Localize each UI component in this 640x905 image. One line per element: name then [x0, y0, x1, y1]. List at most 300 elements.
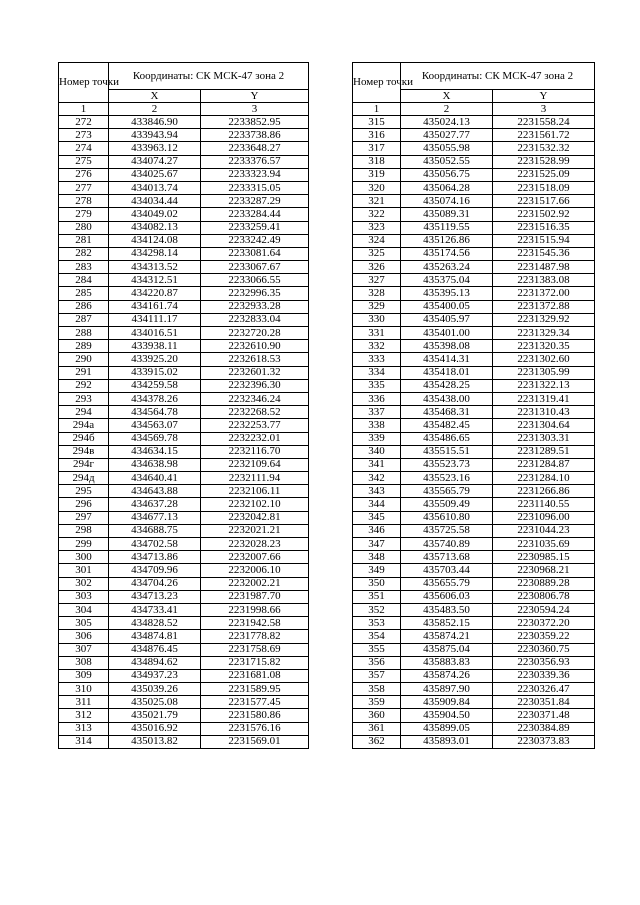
column-index-2: 2: [401, 103, 493, 116]
y-coordinate-cell: 2230371.48: [493, 709, 595, 722]
table-row: [353, 696, 595, 709]
x-coordinate-cell: 434378.26: [109, 392, 201, 405]
table-row: [59, 498, 309, 511]
point-number-cell: 296: [59, 498, 109, 511]
table-row: [59, 274, 309, 287]
point-number-cell: 283: [59, 261, 109, 274]
y-coordinate-cell: 2232833.04: [201, 313, 309, 326]
y-coordinate-cell: 2230985.15: [493, 551, 595, 564]
point-number-cell: 354: [353, 630, 401, 643]
x-coordinate-cell: 435428.25: [401, 379, 493, 392]
table-row: [353, 313, 595, 326]
table-row: [59, 683, 309, 696]
x-coordinate-cell: 435401.00: [401, 327, 493, 340]
point-number-cell: 322: [353, 208, 401, 221]
x-coordinate-cell: 435400.05: [401, 300, 493, 313]
table-row: [59, 590, 309, 603]
table-row: [59, 129, 309, 142]
y-coordinate-cell: 2231942.58: [201, 617, 309, 630]
table-row: [59, 656, 309, 669]
point-number-cell: 333: [353, 353, 401, 366]
y-coordinate-cell: 2232720.28: [201, 327, 309, 340]
y-coordinate-cell: 2230968.21: [493, 564, 595, 577]
x-coordinate-cell: 435899.05: [401, 722, 493, 735]
column-index-3: 3: [493, 103, 595, 116]
x-coordinate-cell: 435909.84: [401, 696, 493, 709]
x-coordinate-cell: 435897.90: [401, 683, 493, 696]
point-number-cell: 297: [59, 511, 109, 524]
table-row: [353, 142, 595, 155]
point-number-cell: 294в: [59, 445, 109, 458]
point-number-cell: 278: [59, 195, 109, 208]
x-coordinate-cell: 435509.49: [401, 498, 493, 511]
point-number-cell: 358: [353, 683, 401, 696]
table-row: [353, 485, 595, 498]
point-number-header: Номер точки: [59, 63, 109, 103]
point-number-cell: 337: [353, 406, 401, 419]
table-row: [59, 630, 309, 643]
point-number-cell: 277: [59, 181, 109, 194]
y-coordinate-cell: 2231310.43: [493, 406, 595, 419]
y-coordinate-cell: 2231561.72: [493, 129, 595, 142]
point-number-cell: 359: [353, 696, 401, 709]
point-number-cell: 275: [59, 155, 109, 168]
point-number-cell: 295: [59, 485, 109, 498]
coordinates-header: Координаты: СК МСК-47 зона 2: [109, 63, 309, 90]
point-number-cell: 287: [59, 313, 109, 326]
table-row: [59, 300, 309, 313]
x-coordinate-cell: 434638.98: [109, 458, 201, 471]
table-row: [59, 234, 309, 247]
y-coordinate-cell: 2233648.27: [201, 142, 309, 155]
x-coordinate-cell: 435126.86: [401, 234, 493, 247]
x-coordinate-cell: 435025.08: [109, 696, 201, 709]
x-coordinate-cell: 434876.45: [109, 643, 201, 656]
x-coordinate-cell: 435893.01: [401, 735, 493, 748]
y-coordinate-cell: 2230594.24: [493, 603, 595, 616]
table-row: [59, 366, 309, 379]
x-coordinate-cell: 435119.55: [401, 221, 493, 234]
x-coordinate-cell: 433925.20: [109, 353, 201, 366]
point-number-cell: 304: [59, 603, 109, 616]
point-number-cell: 327: [353, 274, 401, 287]
y-coordinate-cell: 2231528.99: [493, 155, 595, 168]
table-row: [59, 722, 309, 735]
table-row: [353, 181, 595, 194]
y-coordinate-cell: 2231096.00: [493, 511, 595, 524]
point-number-cell: 353: [353, 617, 401, 630]
x-coordinate-cell: 434298.14: [109, 247, 201, 260]
point-number-cell: 282: [59, 247, 109, 260]
point-number-cell: 341: [353, 458, 401, 471]
y-coordinate-cell: 2232396.30: [201, 379, 309, 392]
table-row: [353, 445, 595, 458]
x-coordinate-cell: 434124.08: [109, 234, 201, 247]
point-number-cell: 346: [353, 524, 401, 537]
y-coordinate-cell: 2232109.64: [201, 458, 309, 471]
point-number-cell: 321: [353, 195, 401, 208]
y-coordinate-cell: 2230372.20: [493, 617, 595, 630]
x-coordinate-cell: 434016.51: [109, 327, 201, 340]
x-coordinate-cell: 433943.94: [109, 129, 201, 142]
y-coordinate-cell: 2231515.94: [493, 234, 595, 247]
table-row: [59, 617, 309, 630]
point-number-cell: 342: [353, 472, 401, 485]
y-coordinate-cell: 2231577.45: [201, 696, 309, 709]
table-row: [353, 590, 595, 603]
table-row: [59, 247, 309, 260]
point-number-cell: 294д: [59, 472, 109, 485]
point-number-cell: 273: [59, 129, 109, 142]
point-number-cell: 340: [353, 445, 401, 458]
point-number-cell: 289: [59, 340, 109, 353]
point-number-cell: 292: [59, 379, 109, 392]
point-number-cell: 362: [353, 735, 401, 748]
table-row: [353, 538, 595, 551]
x-coordinate-cell: 434569.78: [109, 432, 201, 445]
x-coordinate-cell: 435703.44: [401, 564, 493, 577]
x-coordinate-cell: 434259.58: [109, 379, 201, 392]
x-coordinate-cell: 434082.13: [109, 221, 201, 234]
table-row: [59, 551, 309, 564]
table-row: [59, 735, 309, 748]
table-row: [353, 472, 595, 485]
point-number-cell: 285: [59, 287, 109, 300]
table-row: [59, 458, 309, 471]
x-coordinate-cell: 435655.79: [401, 577, 493, 590]
x-coordinate-cell: 435482.45: [401, 419, 493, 432]
point-number-cell: 313: [59, 722, 109, 735]
x-coordinate-cell: 435565.79: [401, 485, 493, 498]
x-coordinate-cell: 434702.58: [109, 538, 201, 551]
point-number-cell: 299: [59, 538, 109, 551]
point-number-cell: 350: [353, 577, 401, 590]
y-coordinate-cell: 2230359.22: [493, 630, 595, 643]
x-coordinate-cell: 435398.08: [401, 340, 493, 353]
y-coordinate-cell: 2233852.95: [201, 116, 309, 129]
x-coordinate-cell: 434049.02: [109, 208, 201, 221]
x-coordinate-cell: 435027.77: [401, 129, 493, 142]
x-coordinate-cell: 435375.04: [401, 274, 493, 287]
x-coordinate-cell: 435016.92: [109, 722, 201, 735]
x-coordinate-cell: 435024.13: [401, 116, 493, 129]
table-row: [353, 274, 595, 287]
x-coordinate-cell: 434034.44: [109, 195, 201, 208]
point-number-cell: 300: [59, 551, 109, 564]
point-number-cell: 279: [59, 208, 109, 221]
y-coordinate-cell: 2230360.75: [493, 643, 595, 656]
y-coordinate-cell: 2231487.98: [493, 261, 595, 274]
table-row: [353, 287, 595, 300]
point-number-cell: 288: [59, 327, 109, 340]
point-number-cell: 294: [59, 406, 109, 419]
y-coordinate-cell: 2230356.93: [493, 656, 595, 669]
point-number-cell: 290: [59, 353, 109, 366]
point-number-header: Номер точки: [353, 63, 401, 103]
x-coordinate-cell: 433938.11: [109, 340, 201, 353]
point-number-cell: 320: [353, 181, 401, 194]
y-coordinate-cell: 2231284.87: [493, 458, 595, 471]
point-number-cell: 361: [353, 722, 401, 735]
y-coordinate-cell: 2230806.78: [493, 590, 595, 603]
table-row: [353, 630, 595, 643]
point-number-cell: 307: [59, 643, 109, 656]
table-row: [353, 498, 595, 511]
x-coordinate-cell: 434688.75: [109, 524, 201, 537]
y-coordinate-cell: 2231303.31: [493, 432, 595, 445]
table-row: [59, 564, 309, 577]
point-number-cell: 331: [353, 327, 401, 340]
point-number-cell: 324: [353, 234, 401, 247]
point-number-cell: 338: [353, 419, 401, 432]
x-coordinate-cell: 434563.07: [109, 419, 201, 432]
y-coordinate-cell: 2231305.99: [493, 366, 595, 379]
point-number-cell: 336: [353, 392, 401, 405]
x-coordinate-cell: 435874.21: [401, 630, 493, 643]
y-coordinate-cell: 2231372.00: [493, 287, 595, 300]
point-number-cell: 276: [59, 168, 109, 181]
y-coordinate-cell: 2232111.94: [201, 472, 309, 485]
table-row: [353, 366, 595, 379]
x-coordinate-cell: 434874.81: [109, 630, 201, 643]
table-row: [59, 485, 309, 498]
y-coordinate-cell: 2231304.64: [493, 419, 595, 432]
point-number-cell: 317: [353, 142, 401, 155]
table-row: [59, 577, 309, 590]
x-coordinate-cell: 435263.24: [401, 261, 493, 274]
x-coordinate-cell: 435713.68: [401, 551, 493, 564]
x-coordinate-cell: 435606.03: [401, 590, 493, 603]
y-coordinate-cell: 2232006.10: [201, 564, 309, 577]
table-row: [353, 300, 595, 313]
x-coordinate-cell: 435610.80: [401, 511, 493, 524]
table-row: [353, 353, 595, 366]
table-row: [353, 406, 595, 419]
point-number-cell: 329: [353, 300, 401, 313]
x-coordinate-cell: 435174.56: [401, 247, 493, 260]
y-coordinate-cell: 2231518.09: [493, 181, 595, 194]
x-coordinate-cell: 435021.79: [109, 709, 201, 722]
point-number-cell: 330: [353, 313, 401, 326]
table-row: [353, 564, 595, 577]
table-row: [353, 129, 595, 142]
x-coordinate-cell: 434025.67: [109, 168, 201, 181]
table-row: [59, 142, 309, 155]
x-coordinate-cell: 435740.89: [401, 538, 493, 551]
point-number-cell: 360: [353, 709, 401, 722]
coordinates-table-right: [352, 62, 595, 749]
x-coordinate-cell: 434713.23: [109, 590, 201, 603]
y-coordinate-cell: 2232253.77: [201, 419, 309, 432]
table-row: [59, 221, 309, 234]
point-number-cell: 294б: [59, 432, 109, 445]
y-coordinate-cell: 2232268.52: [201, 406, 309, 419]
point-number-cell: 298: [59, 524, 109, 537]
x-coordinate-cell: 435883.83: [401, 656, 493, 669]
point-number-cell: 312: [59, 709, 109, 722]
table-row: [59, 208, 309, 221]
y-coordinate-cell: 2231715.82: [201, 656, 309, 669]
y-coordinate-cell: 2231372.88: [493, 300, 595, 313]
y-coordinate-cell: 2230373.83: [493, 735, 595, 748]
x-coordinate-cell: 435052.55: [401, 155, 493, 168]
point-number-cell: 293: [59, 392, 109, 405]
y-coordinate-cell: 2231987.70: [201, 590, 309, 603]
table-row: [353, 735, 595, 748]
point-number-cell: 319: [353, 168, 401, 181]
y-coordinate-cell: 2233323.94: [201, 168, 309, 181]
x-coordinate-cell: 433846.90: [109, 116, 201, 129]
y-coordinate-cell: 2231517.66: [493, 195, 595, 208]
point-number-cell: 309: [59, 669, 109, 682]
y-coordinate-cell: 2231545.36: [493, 247, 595, 260]
y-coordinate-cell: 2231502.92: [493, 208, 595, 221]
table-row: [353, 458, 595, 471]
column-index-2: 2: [109, 103, 201, 116]
x-coordinate-cell: 435089.31: [401, 208, 493, 221]
point-number-cell: 355: [353, 643, 401, 656]
y-coordinate-cell: 2231383.08: [493, 274, 595, 287]
x-coordinate-cell: 434709.96: [109, 564, 201, 577]
point-number-cell: 272: [59, 116, 109, 129]
table-row: [353, 524, 595, 537]
table-row: [353, 261, 595, 274]
point-number-cell: 357: [353, 669, 401, 682]
table-row: [353, 392, 595, 405]
table-row: [59, 709, 309, 722]
x-coordinate-cell: 435039.26: [109, 683, 201, 696]
x-coordinate-cell: 435468.31: [401, 406, 493, 419]
x-header: X: [109, 90, 201, 103]
y-coordinate-cell: 2233081.64: [201, 247, 309, 260]
y-coordinate-cell: 2231778.82: [201, 630, 309, 643]
y-coordinate-cell: 2232618.53: [201, 353, 309, 366]
y-coordinate-cell: 2232007.66: [201, 551, 309, 564]
x-coordinate-cell: 434713.86: [109, 551, 201, 564]
y-coordinate-cell: 2231576.16: [201, 722, 309, 735]
table-row: [353, 551, 595, 564]
y-coordinate-cell: 2231322.13: [493, 379, 595, 392]
x-coordinate-cell: 435852.15: [401, 617, 493, 630]
y-coordinate-cell: 2231289.51: [493, 445, 595, 458]
x-coordinate-cell: 434637.28: [109, 498, 201, 511]
column-index-1: 1: [59, 103, 109, 116]
table-row: [353, 116, 595, 129]
y-coordinate-cell: 2231329.92: [493, 313, 595, 326]
y-coordinate-cell: 2231284.10: [493, 472, 595, 485]
table-row: [353, 327, 595, 340]
coordinates-table-left: [58, 62, 309, 749]
y-coordinate-cell: 2232021.21: [201, 524, 309, 537]
y-coordinate-cell: 2230351.84: [493, 696, 595, 709]
table-row: [59, 696, 309, 709]
table-row: [59, 524, 309, 537]
point-number-cell: 284: [59, 274, 109, 287]
x-coordinate-cell: 435904.50: [401, 709, 493, 722]
x-coordinate-cell: 433963.12: [109, 142, 201, 155]
y-coordinate-cell: 2231035.69: [493, 538, 595, 551]
y-coordinate-cell: 2230889.28: [493, 577, 595, 590]
x-coordinate-cell: 435483.50: [401, 603, 493, 616]
x-header: X: [401, 90, 493, 103]
point-number-cell: 306: [59, 630, 109, 643]
x-coordinate-cell: 434013.74: [109, 181, 201, 194]
table-row: [353, 195, 595, 208]
table-row: [353, 234, 595, 247]
y-coordinate-cell: 2231044.23: [493, 524, 595, 537]
table-row: [59, 419, 309, 432]
y-coordinate-cell: 2232116.70: [201, 445, 309, 458]
x-coordinate-cell: 435515.51: [401, 445, 493, 458]
y-coordinate-cell: 2232042.81: [201, 511, 309, 524]
y-coordinate-cell: 2231758.69: [201, 643, 309, 656]
table-row: [353, 617, 595, 630]
x-coordinate-cell: 435395.13: [401, 287, 493, 300]
table-row: [59, 472, 309, 485]
y-coordinate-cell: 2232601.32: [201, 366, 309, 379]
table-row: [59, 181, 309, 194]
x-coordinate-cell: 435725.58: [401, 524, 493, 537]
point-number-cell: 352: [353, 603, 401, 616]
table-row: [59, 643, 309, 656]
point-number-cell: 314: [59, 735, 109, 748]
y-coordinate-cell: 2231681.08: [201, 669, 309, 682]
table-row: [59, 287, 309, 300]
x-coordinate-cell: 434677.13: [109, 511, 201, 524]
y-coordinate-cell: 2231266.86: [493, 485, 595, 498]
point-number-cell: 348: [353, 551, 401, 564]
point-number-cell: 274: [59, 142, 109, 155]
y-coordinate-cell: 2230339.36: [493, 669, 595, 682]
point-number-cell: 349: [353, 564, 401, 577]
x-coordinate-cell: 435875.04: [401, 643, 493, 656]
y-coordinate-cell: 2231558.24: [493, 116, 595, 129]
x-coordinate-cell: 434828.52: [109, 617, 201, 630]
table-row: [353, 577, 595, 590]
x-coordinate-cell: 434894.62: [109, 656, 201, 669]
y-coordinate-cell: 2232933.28: [201, 300, 309, 313]
point-number-cell: 335: [353, 379, 401, 392]
y-coordinate-cell: 2233315.05: [201, 181, 309, 194]
point-number-cell: 351: [353, 590, 401, 603]
point-number-cell: 356: [353, 656, 401, 669]
y-header: Y: [201, 90, 309, 103]
table-row: [353, 340, 595, 353]
column-index-3: 3: [201, 103, 309, 116]
x-coordinate-cell: 435074.16: [401, 195, 493, 208]
x-coordinate-cell: 435055.98: [401, 142, 493, 155]
point-number-cell: 332: [353, 340, 401, 353]
table-row: [59, 511, 309, 524]
x-coordinate-cell: 435013.82: [109, 735, 201, 748]
x-coordinate-cell: 434161.74: [109, 300, 201, 313]
y-coordinate-cell: 2231580.86: [201, 709, 309, 722]
y-coordinate-cell: 2233242.49: [201, 234, 309, 247]
y-coordinate-cell: 2233066.55: [201, 274, 309, 287]
table-row: [353, 247, 595, 260]
y-coordinate-cell: 2233287.29: [201, 195, 309, 208]
point-number-cell: 328: [353, 287, 401, 300]
table-row: [59, 353, 309, 366]
y-coordinate-cell: 2231569.01: [201, 735, 309, 748]
table-row: [59, 445, 309, 458]
table-row: [59, 168, 309, 181]
y-coordinate-cell: 2232002.21: [201, 577, 309, 590]
point-number-cell: 294г: [59, 458, 109, 471]
y-coordinate-cell: 2233259.41: [201, 221, 309, 234]
x-coordinate-cell: 434111.17: [109, 313, 201, 326]
table-row: [59, 603, 309, 616]
